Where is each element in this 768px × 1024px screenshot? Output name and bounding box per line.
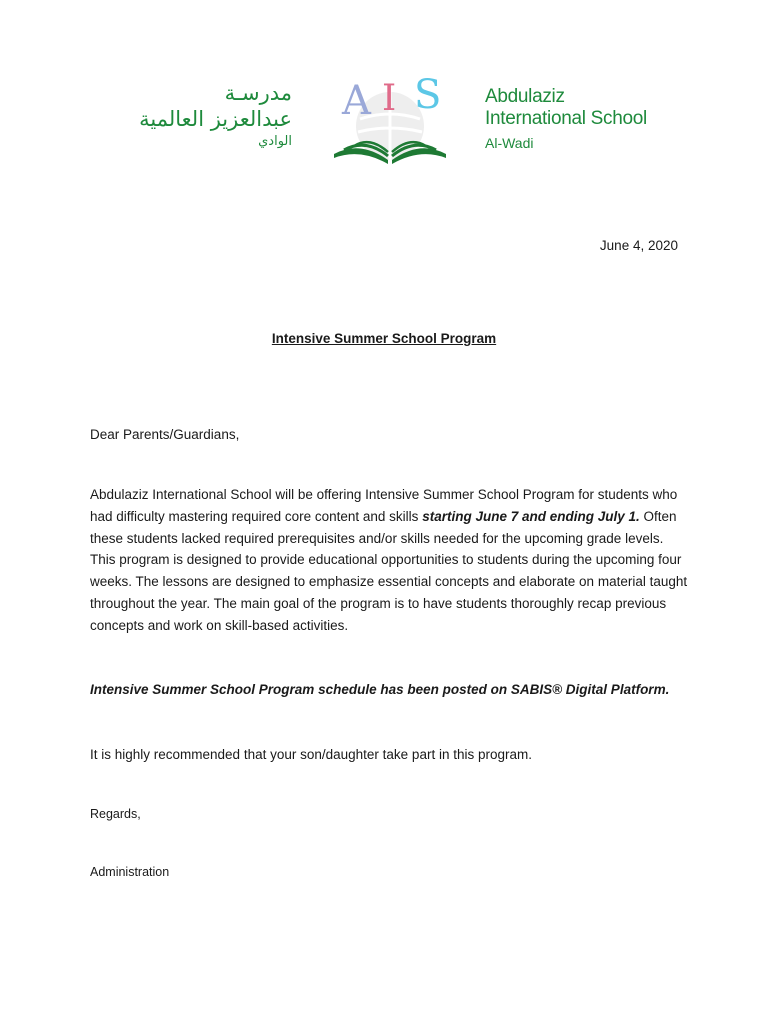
english-school-name: [485, 86, 647, 154]
letter-date: June 4, 2020: [599, 238, 678, 253]
school-name-line-1: Abdulaziz: [485, 86, 565, 107]
logo-letter-s: S: [414, 74, 442, 118]
arabic-school-name: [139, 80, 292, 152]
body-paragraph-intro: Abdulaziz International School will be offering Intensive Summer School Program for students who had difficulty mastering required core content and skills: [90, 487, 678, 524]
letterhead: [0, 70, 768, 170]
closing: Regards,: [90, 807, 141, 821]
logo-letter-a: A: [342, 78, 371, 124]
school-name-line-3: Al-Wadi: [485, 135, 534, 151]
recommendation: It is highly recommended that your son/daughter take part in this program.: [90, 747, 532, 762]
signature: Administration: [90, 865, 170, 879]
body-paragraph-details: Often these students lacked required prerequisites and/or skills needed for the upcoming grade levels. This program is designed to provide educational opportunities to students during the upcoming four weeks. The lessons are designed to emphasize essential concepts and elaborate on material taught throughout the year. The main goal of the program is to have students thoroughly recap previous concepts and work on skill-based activities.: [90, 508, 688, 633]
logo-letter-i: I: [382, 78, 397, 119]
arabic-name-line-3: الوادي: [258, 134, 292, 149]
schedule-note: Intensive Summer School Program schedule has been posted on SABIS® Digital Platform.: [90, 682, 670, 697]
body-paragraph: [90, 484, 690, 637]
letter-title: Intensive Summer School Program: [271, 331, 497, 346]
school-logo: [330, 74, 450, 166]
school-name-line-2: International School: [485, 108, 647, 129]
arabic-name-line-1: مدرسـة: [224, 81, 292, 105]
greeting: Dear Parents/Guardians,: [90, 427, 240, 442]
program-dates: starting June 7 and ending July 1.: [422, 508, 640, 524]
arabic-name-line-2: عبدالعزيز العالمية: [139, 107, 292, 131]
